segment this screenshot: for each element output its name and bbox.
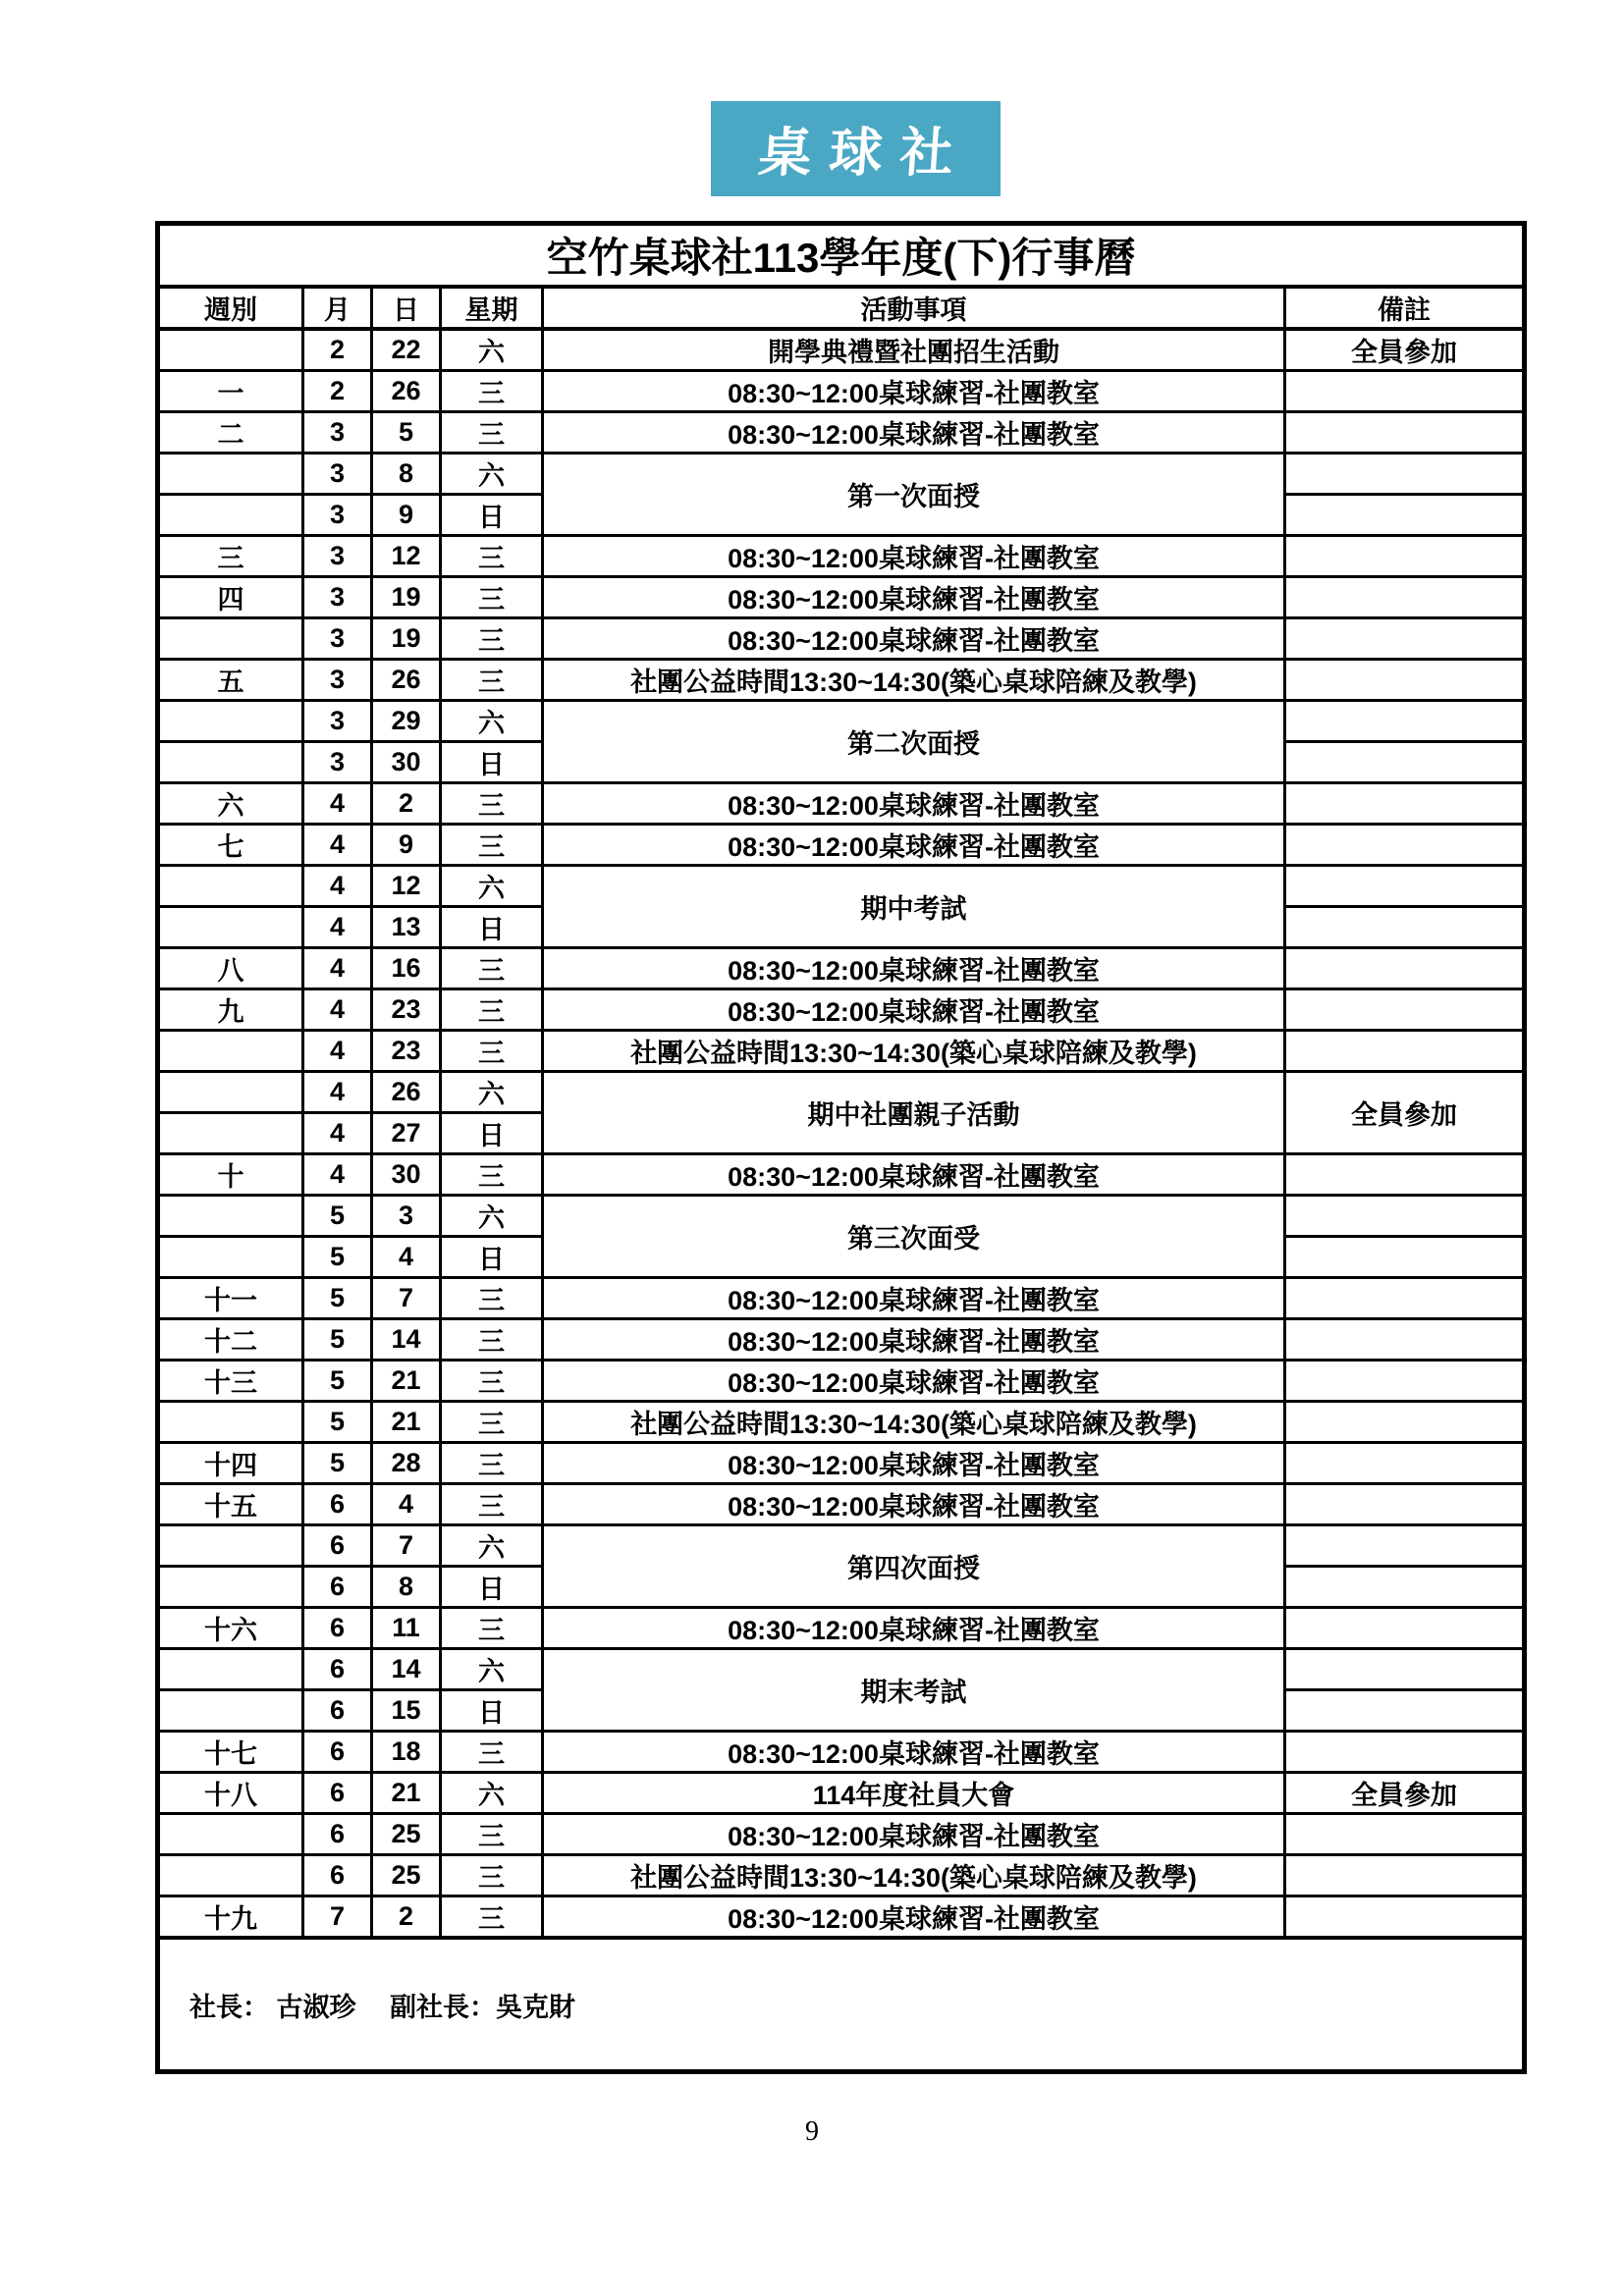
cell-day: 5 [372, 412, 441, 454]
calendar-row [158, 1773, 1525, 1814]
cell-note [1285, 907, 1525, 948]
cell-day: 19 [372, 577, 441, 618]
calendar-row [158, 701, 1525, 742]
cell-weekday: 六 [441, 1196, 543, 1237]
cell-week [158, 907, 303, 948]
calendar-row [158, 1402, 1525, 1443]
cell-weekday: 日 [441, 1690, 543, 1732]
cell-month: 3 [303, 618, 372, 660]
cell-month: 4 [303, 948, 372, 989]
cell-day: 29 [372, 701, 441, 742]
cell-note [1285, 783, 1525, 825]
column-header-row [158, 287, 1525, 329]
cell-month: 4 [303, 907, 372, 948]
cell-day: 21 [372, 1402, 441, 1443]
cell-weekday: 三 [441, 989, 543, 1031]
cell-month: 4 [303, 825, 372, 866]
cell-note [1285, 371, 1525, 412]
calendar-row [158, 989, 1525, 1031]
cell-month: 6 [303, 1649, 372, 1690]
cell-note: 全員參加 [1285, 1072, 1525, 1154]
cell-note [1285, 1732, 1525, 1773]
header-month: 月 [303, 287, 372, 329]
cell-month: 4 [303, 1113, 372, 1154]
cell-day: 14 [372, 1649, 441, 1690]
header-note: 備註 [1285, 287, 1525, 329]
calendar-table [155, 221, 1527, 2074]
cell-week [158, 1814, 303, 1855]
cell-weekday: 六 [441, 866, 543, 907]
cell-weekday: 六 [441, 329, 543, 371]
cell-day: 14 [372, 1319, 441, 1361]
cell-weekday: 三 [441, 1361, 543, 1402]
cell-weekday: 日 [441, 1237, 543, 1278]
cell-week [158, 742, 303, 783]
cell-week: 二 [158, 412, 303, 454]
cell-activity: 08:30~12:00桌球練習-社團教室 [543, 1443, 1285, 1484]
cell-note [1285, 1196, 1525, 1237]
cell-week [158, 1649, 303, 1690]
cell-activity: 期中社團親子活動 [543, 1072, 1285, 1154]
cell-activity: 08:30~12:00桌球練習-社團教室 [543, 825, 1285, 866]
cell-activity: 期中考試 [543, 866, 1285, 948]
calendar-row [158, 948, 1525, 989]
cell-week [158, 1402, 303, 1443]
club-logo-text: 桌球社 [756, 121, 973, 184]
cell-activity: 期末考試 [543, 1649, 1285, 1732]
cell-week [158, 1525, 303, 1567]
cell-activity: 08:30~12:00桌球練習-社團教室 [543, 371, 1285, 412]
cell-month: 3 [303, 412, 372, 454]
cell-month: 6 [303, 1484, 372, 1525]
calendar-row [158, 371, 1525, 412]
cell-activity: 社團公益時間13:30~14:30(築心桌球陪練及教學) [543, 1402, 1285, 1443]
cell-weekday: 三 [441, 1855, 543, 1896]
cell-weekday: 六 [441, 1072, 543, 1113]
cell-note [1285, 454, 1525, 495]
cell-note [1285, 1855, 1525, 1896]
cell-week [158, 1690, 303, 1732]
cell-activity: 08:30~12:00桌球練習-社團教室 [543, 618, 1285, 660]
cell-month: 6 [303, 1855, 372, 1896]
cell-week: 十一 [158, 1278, 303, 1319]
cell-month: 6 [303, 1567, 372, 1608]
cell-weekday: 三 [441, 1732, 543, 1773]
cell-week [158, 1196, 303, 1237]
cell-month: 5 [303, 1319, 372, 1361]
cell-note [1285, 1896, 1525, 1939]
cell-month: 5 [303, 1361, 372, 1402]
cell-note [1285, 577, 1525, 618]
cell-month: 5 [303, 1237, 372, 1278]
cell-week: 十 [158, 1154, 303, 1196]
club-logo [711, 101, 1001, 196]
cell-note [1285, 495, 1525, 536]
cell-month: 3 [303, 495, 372, 536]
cell-weekday: 三 [441, 825, 543, 866]
cell-month: 6 [303, 1690, 372, 1732]
cell-note [1285, 1154, 1525, 1196]
cell-day: 4 [372, 1484, 441, 1525]
cell-weekday: 日 [441, 1567, 543, 1608]
cell-note [1285, 1814, 1525, 1855]
cell-week: 一 [158, 371, 303, 412]
cell-activity: 社團公益時間13:30~14:30(築心桌球陪練及教學) [543, 1855, 1285, 1896]
cell-weekday: 三 [441, 1402, 543, 1443]
cell-month: 6 [303, 1732, 372, 1773]
cell-day: 13 [372, 907, 441, 948]
cell-weekday: 三 [441, 1319, 543, 1361]
calendar-row [158, 1031, 1525, 1072]
cell-day: 19 [372, 618, 441, 660]
cell-activity: 第二次面授 [543, 701, 1285, 783]
cell-month: 6 [303, 1608, 372, 1649]
officers-text: 社長： 古淑珍 副社長：吳克財 [158, 1938, 1525, 2072]
cell-weekday: 三 [441, 1608, 543, 1649]
calendar-row [158, 1319, 1525, 1361]
cell-month: 3 [303, 577, 372, 618]
cell-note [1285, 1608, 1525, 1649]
cell-day: 26 [372, 660, 441, 701]
calendar-row [158, 329, 1525, 371]
calendar-row [158, 1154, 1525, 1196]
page-number: 9 [805, 2116, 819, 2147]
cell-week [158, 701, 303, 742]
cell-day: 7 [372, 1278, 441, 1319]
cell-week [158, 618, 303, 660]
cell-month: 3 [303, 660, 372, 701]
officers-row [158, 1938, 1525, 2072]
cell-day: 25 [372, 1814, 441, 1855]
calendar-row [158, 1196, 1525, 1237]
cell-month: 5 [303, 1443, 372, 1484]
cell-month: 6 [303, 1773, 372, 1814]
calendar-row [158, 412, 1525, 454]
cell-week: 六 [158, 783, 303, 825]
cell-day: 30 [372, 1154, 441, 1196]
cell-month: 4 [303, 783, 372, 825]
cell-activity: 08:30~12:00桌球練習-社團教室 [543, 577, 1285, 618]
cell-activity: 08:30~12:00桌球練習-社團教室 [543, 783, 1285, 825]
calendar-title: 空竹桌球社113學年度(下)行事曆 [158, 224, 1525, 288]
cell-day: 23 [372, 989, 441, 1031]
cell-day: 2 [372, 1896, 441, 1939]
header-week: 週別 [158, 287, 303, 329]
cell-day: 30 [372, 742, 441, 783]
calendar-row [158, 825, 1525, 866]
cell-activity: 08:30~12:00桌球練習-社團教室 [543, 536, 1285, 577]
cell-week [158, 1031, 303, 1072]
cell-week: 七 [158, 825, 303, 866]
cell-weekday: 六 [441, 1525, 543, 1567]
cell-activity: 114年度社員大會 [543, 1773, 1285, 1814]
cell-note [1285, 412, 1525, 454]
cell-weekday: 六 [441, 1773, 543, 1814]
cell-weekday: 三 [441, 1484, 543, 1525]
cell-week: 九 [158, 989, 303, 1031]
cell-note [1285, 948, 1525, 989]
cell-month: 7 [303, 1896, 372, 1939]
cell-week [158, 1113, 303, 1154]
cell-month: 3 [303, 454, 372, 495]
cell-day: 26 [372, 371, 441, 412]
cell-note [1285, 1567, 1525, 1608]
cell-week [158, 1072, 303, 1113]
cell-activity: 08:30~12:00桌球練習-社團教室 [543, 1814, 1285, 1855]
header-weekday: 星期 [441, 287, 543, 329]
cell-week [158, 454, 303, 495]
cell-activity: 08:30~12:00桌球練習-社團教室 [543, 989, 1285, 1031]
cell-month: 6 [303, 1814, 372, 1855]
cell-month: 3 [303, 701, 372, 742]
cell-week [158, 329, 303, 371]
cell-day: 9 [372, 825, 441, 866]
cell-note [1285, 1237, 1525, 1278]
cell-weekday: 日 [441, 495, 543, 536]
calendar-row [158, 1525, 1525, 1567]
cell-day: 18 [372, 1732, 441, 1773]
cell-day: 11 [372, 1608, 441, 1649]
cell-week: 十二 [158, 1319, 303, 1361]
cell-day: 12 [372, 536, 441, 577]
cell-day: 8 [372, 1567, 441, 1608]
cell-weekday: 日 [441, 1113, 543, 1154]
cell-week: 五 [158, 660, 303, 701]
cell-note [1285, 536, 1525, 577]
cell-note [1285, 1443, 1525, 1484]
cell-note [1285, 1402, 1525, 1443]
cell-weekday: 三 [441, 660, 543, 701]
calendar-row [158, 1443, 1525, 1484]
cell-week: 八 [158, 948, 303, 989]
cell-week: 十三 [158, 1361, 303, 1402]
cell-week: 十九 [158, 1896, 303, 1939]
cell-month: 5 [303, 1196, 372, 1237]
cell-day: 21 [372, 1361, 441, 1402]
calendar-row [158, 783, 1525, 825]
cell-activity: 08:30~12:00桌球練習-社團教室 [543, 1484, 1285, 1525]
cell-note [1285, 1361, 1525, 1402]
cell-month: 4 [303, 1072, 372, 1113]
cell-week [158, 1567, 303, 1608]
cell-note [1285, 1525, 1525, 1567]
cell-month: 5 [303, 1402, 372, 1443]
cell-month: 2 [303, 371, 372, 412]
cell-note [1285, 1278, 1525, 1319]
cell-week [158, 495, 303, 536]
cell-day: 7 [372, 1525, 441, 1567]
header-activity: 活動事項 [543, 287, 1285, 329]
cell-week: 四 [158, 577, 303, 618]
cell-weekday: 三 [441, 371, 543, 412]
cell-activity: 第四次面授 [543, 1525, 1285, 1608]
header-day: 日 [372, 287, 441, 329]
cell-weekday: 六 [441, 454, 543, 495]
cell-week: 十八 [158, 1773, 303, 1814]
cell-activity: 08:30~12:00桌球練習-社團教室 [543, 1732, 1285, 1773]
calendar-row [158, 1814, 1525, 1855]
cell-weekday: 三 [441, 783, 543, 825]
cell-day: 12 [372, 866, 441, 907]
calendar-row [158, 1649, 1525, 1690]
cell-day: 2 [372, 783, 441, 825]
cell-month: 4 [303, 866, 372, 907]
cell-day: 22 [372, 329, 441, 371]
cell-day: 23 [372, 1031, 441, 1072]
cell-note [1285, 701, 1525, 742]
cell-weekday: 三 [441, 412, 543, 454]
cell-weekday: 三 [441, 1031, 543, 1072]
cell-day: 8 [372, 454, 441, 495]
cell-day: 26 [372, 1072, 441, 1113]
cell-note [1285, 1031, 1525, 1072]
cell-weekday: 三 [441, 1443, 543, 1484]
cell-month: 5 [303, 1278, 372, 1319]
cell-note [1285, 989, 1525, 1031]
cell-weekday: 三 [441, 1278, 543, 1319]
cell-activity: 08:30~12:00桌球練習-社團教室 [543, 1608, 1285, 1649]
cell-note [1285, 1690, 1525, 1732]
cell-note [1285, 660, 1525, 701]
cell-weekday: 三 [441, 618, 543, 660]
cell-note: 全員參加 [1285, 1773, 1525, 1814]
cell-week: 十七 [158, 1732, 303, 1773]
cell-weekday: 三 [441, 1814, 543, 1855]
cell-weekday: 三 [441, 536, 543, 577]
cell-week [158, 1855, 303, 1896]
cell-note [1285, 1649, 1525, 1690]
cell-month: 4 [303, 1031, 372, 1072]
cell-day: 4 [372, 1237, 441, 1278]
cell-day: 15 [372, 1690, 441, 1732]
cell-week [158, 1237, 303, 1278]
cell-month: 2 [303, 329, 372, 371]
calendar-row [158, 1484, 1525, 1525]
calendar-row [158, 618, 1525, 660]
calendar-row [158, 1732, 1525, 1773]
cell-note [1285, 742, 1525, 783]
calendar-row [158, 660, 1525, 701]
cell-activity: 08:30~12:00桌球練習-社團教室 [543, 412, 1285, 454]
cell-note [1285, 1319, 1525, 1361]
cell-activity: 08:30~12:00桌球練習-社團教室 [543, 1154, 1285, 1196]
calendar-row [158, 1072, 1525, 1113]
cell-week: 十四 [158, 1443, 303, 1484]
cell-month: 3 [303, 742, 372, 783]
calendar-row [158, 1896, 1525, 1939]
cell-activity: 社團公益時間13:30~14:30(築心桌球陪練及教學) [543, 660, 1285, 701]
cell-activity: 08:30~12:00桌球練習-社團教室 [543, 1896, 1285, 1939]
cell-weekday: 三 [441, 577, 543, 618]
calendar-row [158, 866, 1525, 907]
cell-month: 6 [303, 1525, 372, 1567]
calendar-row [158, 1361, 1525, 1402]
cell-day: 9 [372, 495, 441, 536]
calendar-row [158, 1855, 1525, 1896]
cell-month: 4 [303, 1154, 372, 1196]
cell-activity: 08:30~12:00桌球練習-社團教室 [543, 1361, 1285, 1402]
cell-week: 十六 [158, 1608, 303, 1649]
cell-day: 3 [372, 1196, 441, 1237]
cell-month: 4 [303, 989, 372, 1031]
cell-note: 全員參加 [1285, 329, 1525, 371]
cell-activity: 08:30~12:00桌球練習-社團教室 [543, 1319, 1285, 1361]
cell-activity: 08:30~12:00桌球練習-社團教室 [543, 1278, 1285, 1319]
cell-day: 16 [372, 948, 441, 989]
cell-week [158, 866, 303, 907]
cell-weekday: 六 [441, 1649, 543, 1690]
cell-day: 28 [372, 1443, 441, 1484]
cell-day: 25 [372, 1855, 441, 1896]
cell-note [1285, 618, 1525, 660]
cell-weekday: 六 [441, 701, 543, 742]
cell-weekday: 日 [441, 907, 543, 948]
cell-weekday: 三 [441, 948, 543, 989]
cell-week: 十五 [158, 1484, 303, 1525]
title-row [158, 224, 1525, 288]
cell-note [1285, 866, 1525, 907]
cell-week: 三 [158, 536, 303, 577]
cell-activity: 社團公益時間13:30~14:30(築心桌球陪練及教學) [543, 1031, 1285, 1072]
cell-activity: 第一次面授 [543, 454, 1285, 536]
calendar-row [158, 1278, 1525, 1319]
cell-note [1285, 825, 1525, 866]
cell-activity: 第三次面受 [543, 1196, 1285, 1278]
cell-activity: 08:30~12:00桌球練習-社團教室 [543, 948, 1285, 989]
calendar-row [158, 536, 1525, 577]
cell-month: 3 [303, 536, 372, 577]
cell-day: 27 [372, 1113, 441, 1154]
cell-day: 21 [372, 1773, 441, 1814]
cell-activity: 開學典禮暨社團招生活動 [543, 329, 1285, 371]
calendar-row [158, 454, 1525, 495]
cell-weekday: 日 [441, 742, 543, 783]
cell-note [1285, 1484, 1525, 1525]
cell-weekday: 三 [441, 1154, 543, 1196]
cell-weekday: 三 [441, 1896, 543, 1939]
calendar-row [158, 1608, 1525, 1649]
calendar-row [158, 577, 1525, 618]
